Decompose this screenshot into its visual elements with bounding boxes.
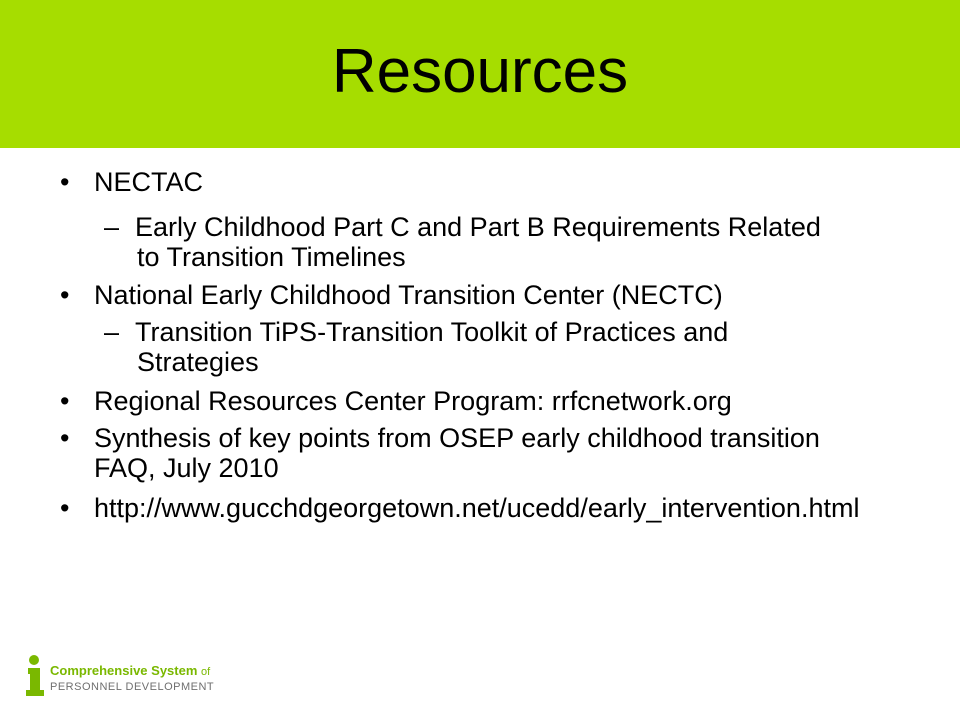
bullet-marker: • [60, 493, 70, 523]
logo-title-suffix: of [201, 666, 211, 678]
dash-marker: – [104, 212, 120, 242]
sub-item-text: Early Childhood Part C and Part B Requirements Related to Transition Timelines [135, 212, 821, 272]
bullet-marker: • [60, 280, 70, 310]
bullet-text-nectac: NECTAC [94, 167, 204, 197]
logo-title [50, 664, 210, 679]
bullet-text-synthesis: Synthesis of key points from OSEP early childhood transition FAQ, July 2010 [94, 423, 820, 483]
bullet-text-rrcp: Regional Resources Center Program: rrfcnetwork.org [94, 386, 732, 416]
slide-title: Resources [331, 37, 629, 106]
bullet-marker: • [60, 423, 70, 453]
sub-item-text: Transition TiPS-Transition Toolkit of Practices and Strategies [135, 317, 729, 377]
bullet-text-nectc: National Early Childhood Transition Center (NECTC) [94, 280, 723, 310]
bullet-text-url: http://www.gucchdgeorgetown.net/ucedd/early_intervention.html [94, 493, 860, 523]
person-i-logo-icon [24, 654, 48, 698]
logo-title-main: Comprehensive System [50, 663, 198, 678]
cspd-logo [24, 654, 215, 698]
dash-marker: – [104, 317, 120, 347]
bullet-marker: • [60, 386, 70, 416]
bullet-marker: • [60, 167, 70, 197]
logo-subtitle: PERSONNEL DEVELOPMENT [50, 681, 215, 693]
